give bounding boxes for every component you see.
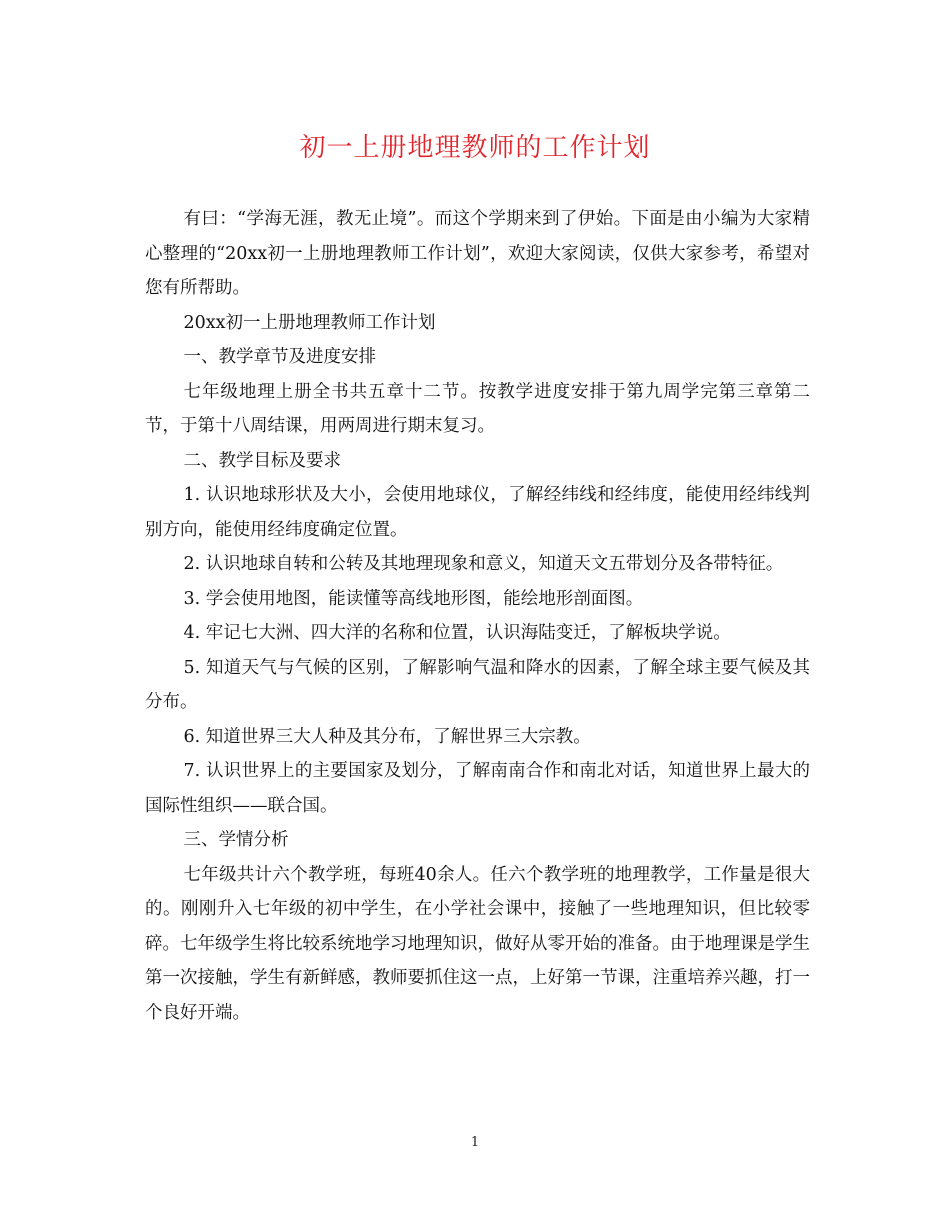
section-heading-goals: 二、教学目标及要求 <box>183 450 341 471</box>
goal-item-6: 6. 知道世界三大人种及其分布，了解世界三大宗教。 <box>183 726 591 747</box>
schedule-paragraph: 七年级地理上册全书共五章十二节。按教学进度安排于第九周学完第三章第二节，于第十八周结课，用两周进行期末复习。 <box>145 381 810 436</box>
goal-item-1: 1. 认识地球形状及大小，会使用地球仪，了解经纬线和经纬度，能使用经纬线判别方向，能使用经纬度确定位置。 <box>145 485 810 540</box>
section-heading-analysis: 三、学情分析 <box>183 830 289 850</box>
page-number: 1 <box>470 1135 480 1150</box>
goal-item-2: 2. 认识地球自转和公转及其地理现象和意义，知道天文五带划分及各带特征。 <box>183 554 784 574</box>
goal-item-4: 4. 牢记七大洲、四大洋的名称和位置，认识海陆变迁，了解板块学说。 <box>183 623 731 643</box>
goal-item-7: 7. 认识世界上的主要国家及划分，了解南南合作和南北对话，知道世界上最大的国际性组织——联合国。 <box>145 761 810 816</box>
goal-item-3: 3. 学会使用地图，能读懂等高线地形图，能绘地形剖面图。 <box>183 588 644 609</box>
section-heading-schedule: 一、教学章节及进度安排 <box>183 347 376 367</box>
document-body <box>145 202 810 1030</box>
analysis-paragraph: 七年级共计六个教学班，每班40余人。任六个教学班的地理教学，工作量是很大的。刚刚升入七年级的初中学生，在小学社会课中，接触了一些地理知识，但比较零碎。七年级学生将比较系统地学习地理知识，做好从零开始的准备。由于地理课是学生第一次接触，学生有新鲜感，教师要抓住这一点，上好第一节课，注重培养兴趣，打一个良好开端。 <box>145 864 810 1023</box>
plan-heading: 20xx初一上册地理教师工作计划 <box>183 312 436 333</box>
intro-paragraph: 有曰：“学海无涯，教无止境”。而这个学期来到了伊始。下面是由小编为大家精心整理的“20xx初一上册地理教师工作计划”，欢迎大家阅读，仅供大家参考，希望对您有所帮助。 <box>145 209 810 298</box>
goal-item-5: 5. 知道天气与气候的区别，了解影响气温和降水的因素，了解全球主要气候及其分布。 <box>145 657 810 712</box>
document-title: 初一上册地理教师的工作计划 <box>299 133 651 163</box>
